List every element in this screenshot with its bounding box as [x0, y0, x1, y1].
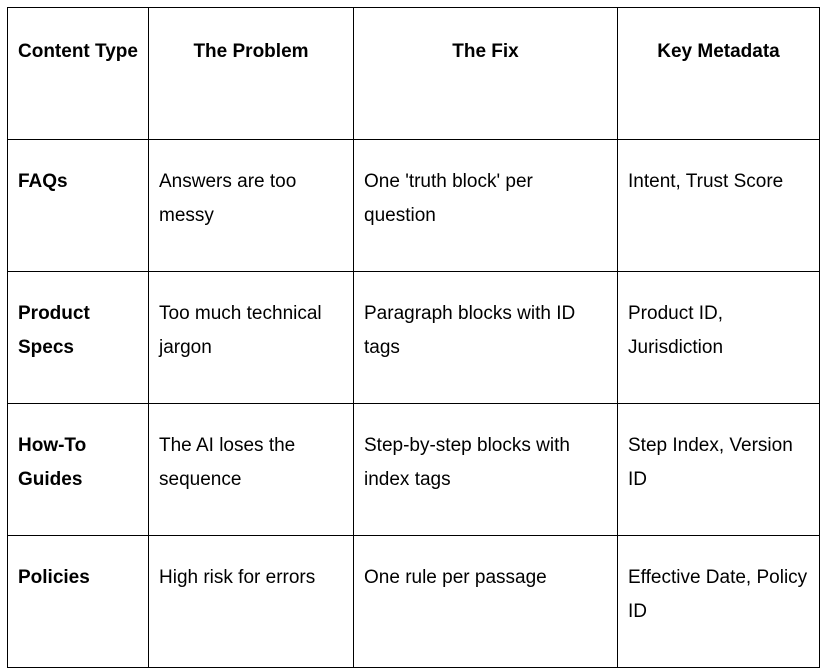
- table-row: [8, 272, 820, 404]
- header-key-metadata: Key Metadata: [618, 8, 820, 140]
- cell-metadata: Step Index, Version ID: [618, 404, 820, 536]
- cell-fix: Step-by-step blocks with index tags: [354, 404, 618, 536]
- cell-problem: Answers are too messy: [149, 140, 354, 272]
- cell-metadata: Effective Date, Policy ID: [618, 536, 820, 668]
- header-fix: The Fix: [354, 8, 618, 140]
- table-row: [8, 140, 820, 272]
- header-problem: The Problem: [149, 8, 354, 140]
- cell-fix: Paragraph blocks with ID tags: [354, 272, 618, 404]
- cell-metadata: Intent, Trust Score: [618, 140, 820, 272]
- table-row: [8, 404, 820, 536]
- cell-problem: The AI loses the sequence: [149, 404, 354, 536]
- cell-problem: High risk for errors: [149, 536, 354, 668]
- cell-metadata: Product ID, Jurisdiction: [618, 272, 820, 404]
- cell-content-type: FAQs: [8, 140, 149, 272]
- table-header-row: [8, 8, 820, 140]
- content-type-table: [7, 7, 820, 668]
- header-content-type: Content Type: [8, 8, 149, 140]
- cell-content-type: How-To Guides: [8, 404, 149, 536]
- cell-fix: One 'truth block' per question: [354, 140, 618, 272]
- cell-fix: One rule per passage: [354, 536, 618, 668]
- table-row: [8, 536, 820, 668]
- cell-problem: Too much technical jargon: [149, 272, 354, 404]
- cell-content-type: Policies: [8, 536, 149, 668]
- cell-content-type: Product Specs: [8, 272, 149, 404]
